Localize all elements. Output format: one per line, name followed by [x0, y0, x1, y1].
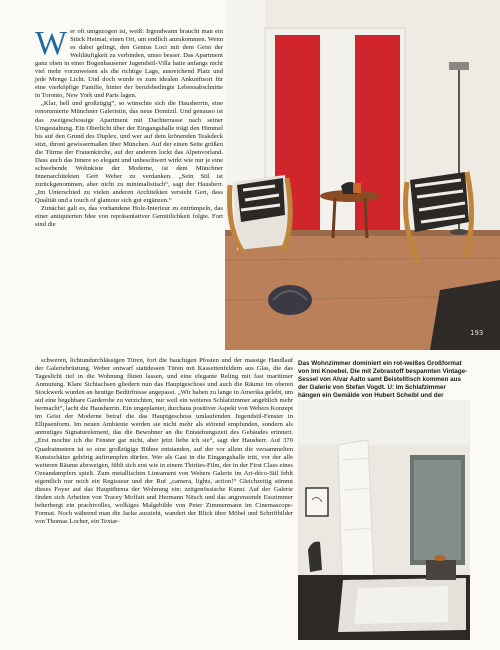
paragraph-3: Zunächst galt es, das vorhandene Holz-Interieur zu entrümpeln, das einer antiquierten Idee von repräsentativer Gemütlichkeit folgte. Fort sind die [35, 205, 223, 229]
paragraph-2: „Klar, hell und großzügig“, so wünschte sich die Hausherrin, eine renommierte Münchner Galeristin, das neue Domizil. Und genauso ist das zweigeschossige Apartment mit Dachterrasse nach seiner Umgestaltung. Ein Oberlicht über der Eingangshalle trägt den Himmel bis auf den Grund des Duplex, und wer auf dem krönenden Teakdeck sitzt, thront gewissermaßen über München. Auf der einen Seite grüßen die Türme der Frauenkirche, auf der anderen lockt das Alpenvorland. Dass auch das Innere so elegant und unbeschwert wirkt wie nur je eine schwebende Wohnkiste der Moderne, ist dem Münchner Innenarchitekten Gert Weber zu verdanken. „Sein Stil ist zurückgenommen, aber nicht zu minimalistisch“, sagt der Hausherr. „Im Unterschied zu vielen anderen Architekten versteht Gert, dass Qualität und a touch of glamour sich gut ergänzen.“ [35, 100, 223, 204]
dropcap: W [35, 25, 68, 62]
bedroom-photo [298, 400, 470, 640]
paragraph-1: er oft umgezogen ist, weiß: Irgendwann braucht man ein Stück Heimat, einen Ort, um endlich anzukommen. Wenn es dabei gelingt, den Genius Loci mit dem Geist der Weltläufigkeit zu verbinden, umso besser. Das Apartment ganz oben in einer Bogenhausener Jugendstil-Villa hatte anfangs nicht viel mehr vorzuweisen als die richtige Lage, ausreichend Platz und jede Menge Licht. Und doch wurde es zum idealen Ankunftsort für eine vierköpfige Familie, hinter der berufsbedingte Lebensabschnitte in Toronto, New York und Paris lagen. [35, 28, 223, 100]
svg-text:193: 193 [470, 329, 484, 337]
living-room-photo [225, 0, 500, 350]
article-column [35, 25, 223, 229]
photo-caption: Das Wohnzimmer dominiert ein rot-weißes Großformat von Imi Knoebel. Die mit Zebrastoff bespannten Vintage-Sessel von Alvar Aalto samt Beistelltisch kommen aus der Galerie von Stefan Vogdt. U: Im Schlafzimmer hängen ein Gemälde von Hubert Scheibl und der [298, 360, 468, 399]
paragraph-4: schweren, lichtundurchlässigen Türen, fort die bauchigen Pfosten und der massige Handlauf der Galeriebrüstung. Weber entwarf stattdessen Türen mit Kassettenfeldern aus Glas, die das Tageslicht tief in die Wohnung fluten lassen, und eine elegante Reling mit fast maritimer Anmutung. Klare Sichtachsen gliedern nun das Hauptgeschoss und auch die Räume im oberen Stockwerk wurden an heutige Bedürfnisse angepasst. „Wir haben zu lange in Amerika gelebt, um auf eine begehbare Garderobe zu verzichten, nur weil ein weiteres Schlafzimmer angeblich mehr hermacht“, lacht die Hausherrin. Ein ungeplanter, durchaus positiver Aspekt von Webers Konzept im Geist der Moderne betraf die das Hauptgeschoss umlaufenden Jugendstil-Fenster in Ellipsenform. Im neuen Ambiente werden sie nicht mehr als störend empfunden, sondern als anmutiges Signaturelement, das die Bewohner an die Entstehungszeit des Gebäudes erinnert. „Erst mochte ich die Fenster gar nicht, aber jetzt liebe ich sie“, sagt der Hausherr. Auf 370 Quadratmetern ist so eine großzügige Bühne entstanden, auf der vor allem die versammelten Kunstschätze gehörig auftrumpfen dürfen. Wer als Gast in die Eingangshalle tritt, vor der alle weiteren Räume abzweigen, fühlt sich erst wie in einem Thirties-Film, der in der First Class eines Ozeandampfers spielt. Zum metallischen Lineament von Webers Galerie im Art-déco-Stil fehlt eigentlich nur noch ein Regisseur und der Ruf „camera, lights, action!“ Gleichzeitig stimmt dieses Foyer auf das Hauptthema der Wohnung ein: zeitgenössische Kunst. Auf der Galerie finden sich Arbeiten von Tracey Moffatt und Hermann Nitsch und das angrenzende Esszimmer beherbergt ein prachtvolles, wolkiges Malgebilde von Peter Zimmermann im Cinemascope-Format. Noch während man die Jacke auszieht, wandert der Blick über Möbel und Schriftbilder von Thomas Locher, ein Textar- [35, 357, 293, 525]
article-continuation [35, 357, 293, 526]
